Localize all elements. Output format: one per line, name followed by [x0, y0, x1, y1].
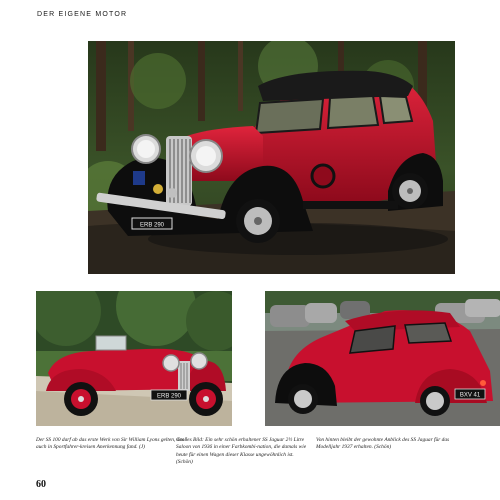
roadster-plate: ERB 290 — [156, 393, 182, 400]
saloon-rear-photo — [265, 291, 500, 426]
caption-main-photo: Großes Bild: Ein sehr schön erhaltener SS Jaguar 2½ Litre Saloon von 1936 in einer Farbkombi-nation, die damals wie heute für einen Wagen dieser Klasse ungewöhnlich ist. (Schön) — [176, 437, 307, 466]
main-photo — [88, 41, 455, 274]
saloon-plate: BXV 41 — [459, 392, 481, 399]
roadster-photo — [36, 291, 232, 426]
page-number: 60 — [36, 479, 46, 490]
main-photo-plate: ERB 290 — [139, 222, 165, 229]
caption-saloon-rear: Von hinten bleibt der gewohnte Anblick des SS Jaguar für das Modelljahr 1937 erhalten. (Schön) — [316, 437, 450, 451]
running-header: DER EIGENE MOTOR — [37, 11, 128, 18]
caption-roadster: Der SS 100 darf ab das erste Werk von Sir William Lyons gelten, das auch in Sportfahrer-kreisen Anerkennung fand. (J) — [36, 437, 185, 451]
